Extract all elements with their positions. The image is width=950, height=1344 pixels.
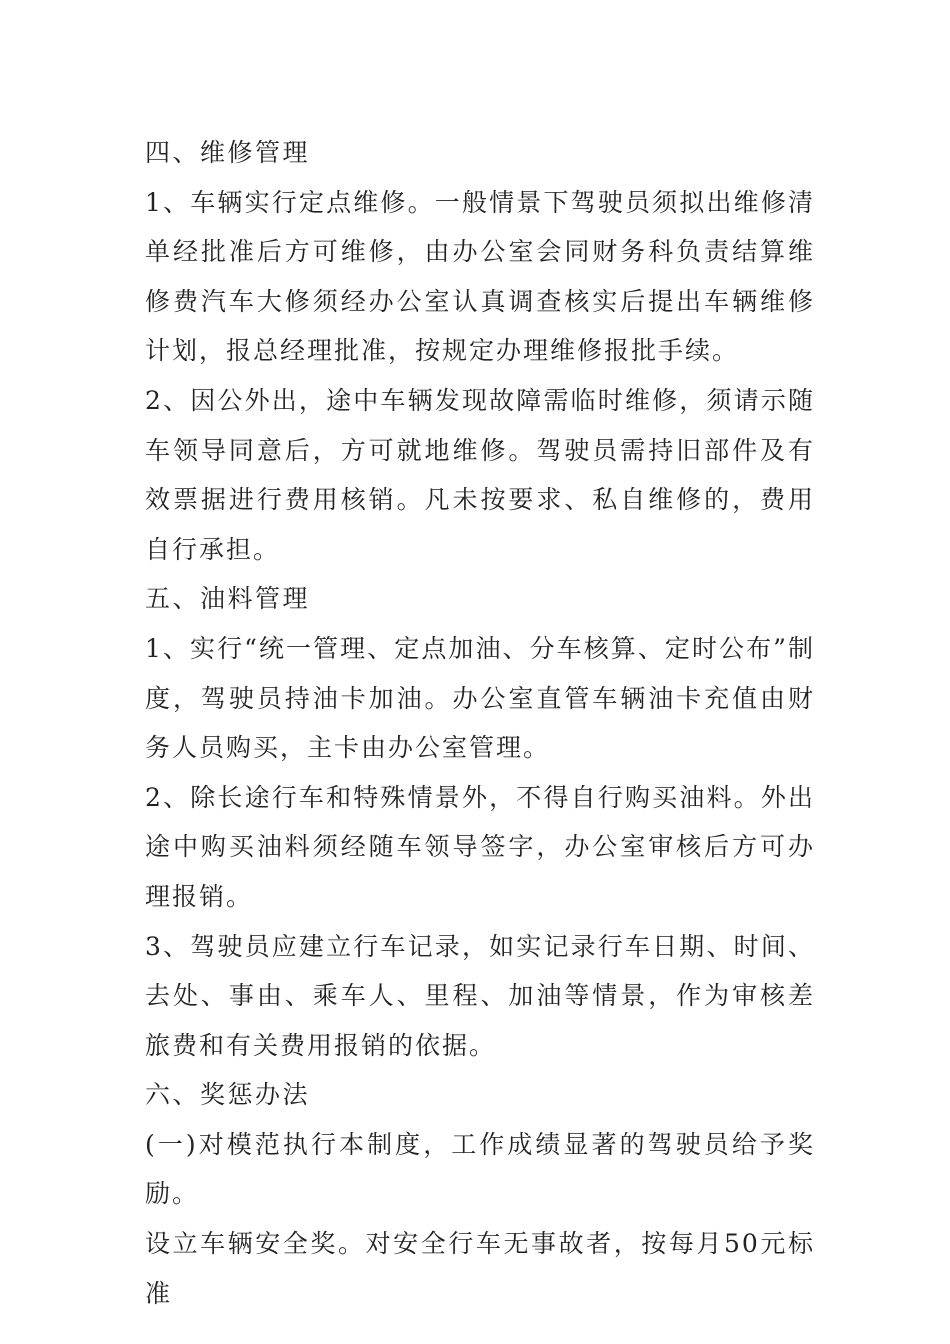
paragraph-fuel-2: 2、除长途行车和特殊情景外，不得自行购买油料。外出途中购买油料须经随车领导签字，办公室审核后方可办理报销。	[145, 782, 815, 911]
section-heading-maintenance: 四、维修管理	[145, 138, 311, 167]
paragraph-maintenance-1: 1、车辆实行定点维修。一般情景下驾驶员须拟出维修清单经批准后方可维修，由办公室会同财务科负责结算维修费汽车大修须经办公室认真调查核实后提出车辆维修计划，报总经理批准，按规定办理维修报批手续。	[145, 187, 815, 366]
document-body	[145, 128, 815, 1318]
paragraph-rewards-2: 设立车辆安全奖。对安全行车无事故者，按每月50元标准	[145, 1229, 815, 1308]
paragraph-rewards-1: (一)对模范执行本制度，工作成绩显著的驾驶员给予奖励。	[145, 1129, 815, 1209]
paragraph-maintenance-2: 2、因公外出，途中车辆发现故障需临时维修，须请示随车领导同意后，方可就地维修。驾驶员需持旧部件及有效票据进行费用核销。凡未按要求、私自维修的，费用自行承担。	[145, 385, 815, 564]
section-heading-rewards: 六、奖惩办法	[145, 1080, 311, 1110]
section-heading-fuel: 五、油料管理	[145, 584, 311, 614]
paragraph-fuel-1: 1、实行“统一管理、定点加油、分车核算、定时公布”制度，驾驶员持油卡加油。办公室直管车辆油卡充值由财务人员购买，主卡由办公室管理。	[145, 633, 815, 763]
paragraph-fuel-3: 3、驾驶员应建立行车记录，如实记录行车日期、时间、去处、事由、乘车人、里程、加油等情景，作为审核差旅费和有关费用报销的依据。	[145, 931, 815, 1060]
